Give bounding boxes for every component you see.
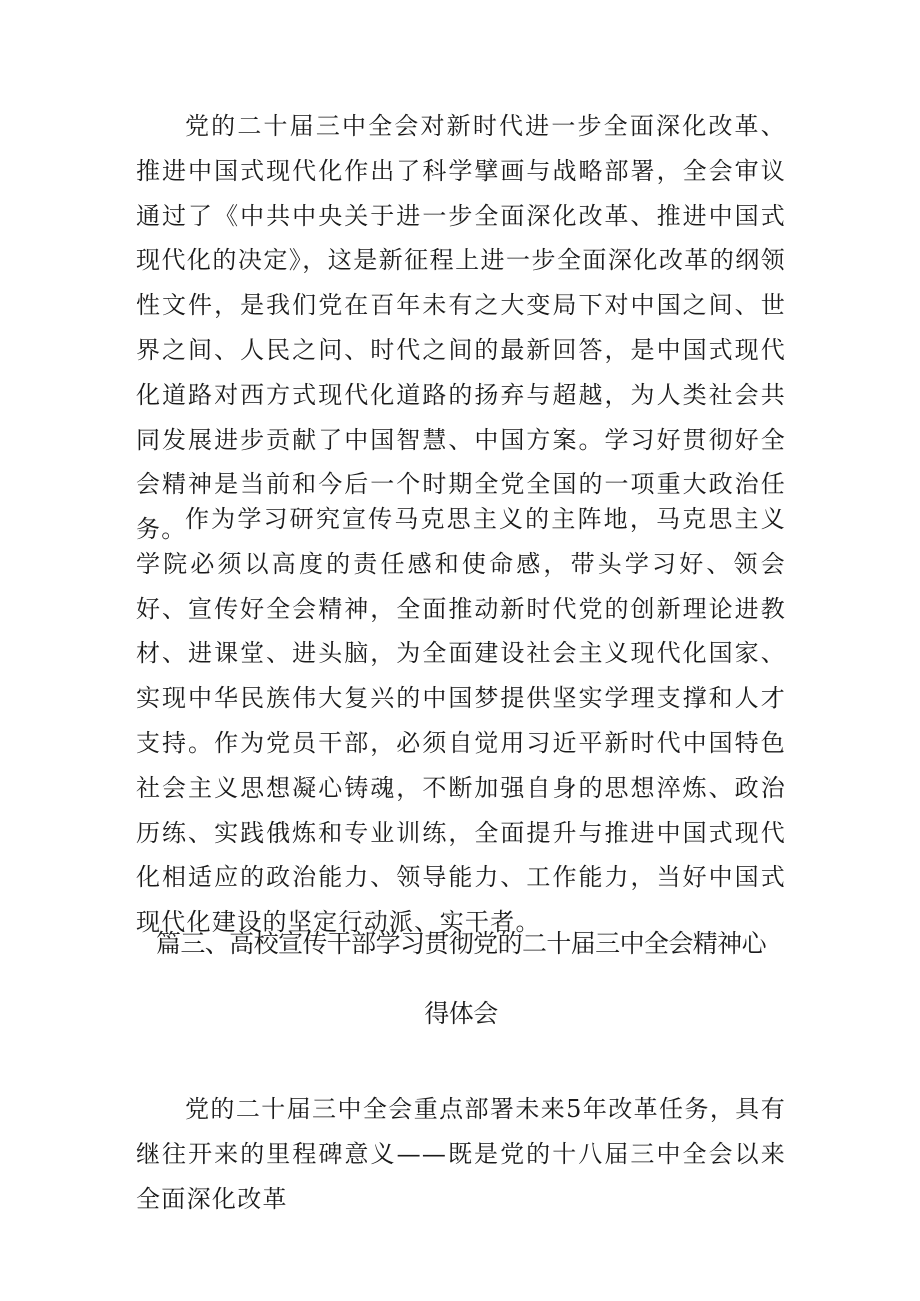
section-heading-line-2: 得体会 <box>424 999 498 1028</box>
section-heading <box>136 909 786 1049</box>
body-paragraph-1: 党的二十届三中全会对新时代进一步全面深化改革、推进中国式现代化作出了科学擘画与战略部署，全会审议通过了《中共中央关于进一步全面深化改革、推进中国式现代化的决定》，这是新征程上进一步全面深化改革的纲领性文件，是我们党在百年未有之大变局下对中国之间、世界之间、人民之问、时代之间的最新回答，是中国式现代化道路对西方式现代化道路的扬弃与超越，为人类社会共同发展进步贡献了中国智慧、中国方案。学习好贯彻好全会精神是当前和今后一个时期全党全国的一项重大政治任务。 <box>136 112 786 544</box>
body-paragraph-3: 党的二十届三中全会重点部署未来5年改革任务，具有继往开来的里程碑意义——既是党的十八届三中全会以来全面深化改革 <box>136 1095 786 1213</box>
body-paragraph-2: 作为学习研究宣传马克思主义的主阵地，马克思主义学院必须以高度的责任感和使命感，带头学习好、领会好、宣传好全会精神，全面推动新时代党的创新理论进教材、进课堂、进头脑，为全面建设社会主义现代化国家、实现中华民族伟大复兴的中国梦提供坚实学理支撑和人才支持。作为党员干部，必须自觉用习近平新时代中国特色社会主义思想凝心铸魂，不断加强自身的思想淬炼、政治历练、实践俄炼和专业训练，全面提升与推进中国式现代化相适应的政治能力、领导能力、工作能力，当好中国式现代化建设的坚定行动派、实干者。 <box>136 505 786 937</box>
section-heading-line-1: 篇三、高校宣传干部学习贯彻党的二十届三中全会精神心 <box>155 929 766 958</box>
